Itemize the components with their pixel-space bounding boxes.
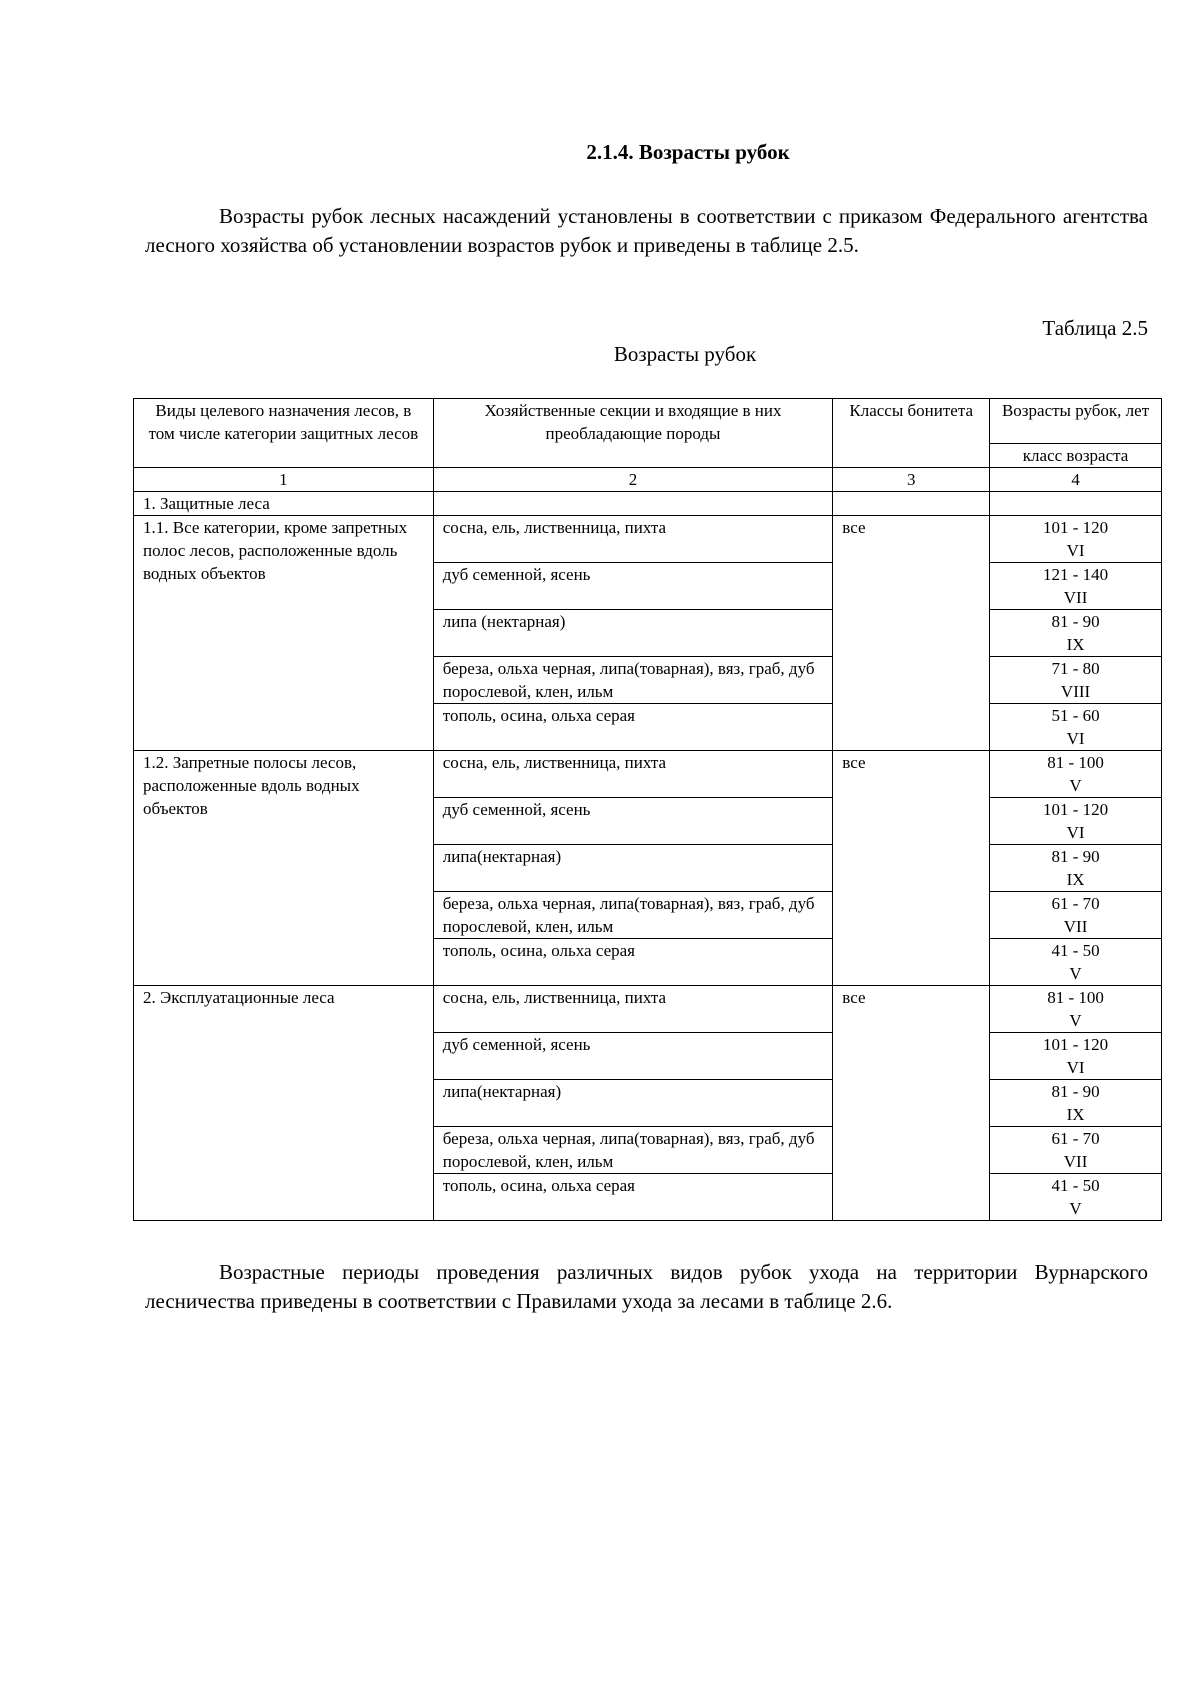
cutting-age-range: 41 - 50	[1051, 941, 1100, 960]
header-sections: Хозяйственные секции и входящие в них преобладающие породы	[433, 399, 833, 468]
header-bonitet: Классы бонитета	[833, 399, 990, 468]
age-cell	[990, 986, 1162, 1033]
age-cell	[990, 845, 1162, 892]
age-class: VI	[1066, 823, 1085, 842]
age-class: V	[1069, 776, 1082, 795]
age-class: IX	[1066, 870, 1085, 889]
species-cell: липа (нектарная)	[433, 610, 833, 657]
cutting-age-range: 101 - 120	[1042, 518, 1109, 537]
section-label: 1. Защитные леса	[134, 492, 434, 516]
cutting-age-range: 81 - 90	[1051, 612, 1100, 631]
age-cell	[990, 657, 1162, 704]
age-cell	[990, 892, 1162, 939]
age-class: VIII	[1060, 682, 1091, 701]
species-cell: тополь, осина, ольха серая	[433, 704, 833, 751]
age-class: V	[1069, 964, 1082, 983]
species-cell: дуб семенной, ясень	[433, 798, 833, 845]
age-cell	[990, 751, 1162, 798]
age-cell	[990, 939, 1162, 986]
column-number: 3	[833, 468, 990, 492]
age-cell	[990, 1127, 1162, 1174]
bonitet-cell: все	[833, 751, 990, 986]
cutting-age-range: 81 - 100	[1047, 753, 1104, 772]
species-cell: липа(нектарная)	[433, 845, 833, 892]
table-row	[134, 516, 1162, 563]
closing-paragraph: Возрастные периоды проведения различных видов рубок ухода на территории Вурнарского лесничества приведены в соответствии с Правилами ухода за лесами в таблице 2.6.	[145, 1260, 1148, 1313]
bonitet-cell: все	[833, 516, 990, 751]
cutting-age-range: 71 - 80	[1051, 659, 1100, 678]
age-class: VI	[1066, 541, 1085, 560]
table-caption: Возрасты рубок	[613, 342, 757, 366]
species-cell: береза, ольха черная, липа(товарная), вяз, граб, дуб порослевой, клен, ильм	[433, 1127, 833, 1174]
cutting-age-range: 121 - 140	[1042, 565, 1109, 584]
species-cell: тополь, осина, ольха серая	[433, 1174, 833, 1221]
group-label: 2. Эксплуатационные леса	[134, 986, 434, 1221]
age-class: VII	[1063, 1152, 1088, 1171]
age-cell	[990, 1080, 1162, 1127]
cutting-age-range: 61 - 70	[1051, 1129, 1100, 1148]
age-cell	[990, 704, 1162, 751]
empty-cell	[433, 492, 833, 516]
intro-paragraph: Возрасты рубок лесных насаждений установлены в соответствии с приказом Федерального агентства лесного хозяйства об установлении возрастов рубок и приведены в таблице 2.5.	[145, 204, 1148, 257]
cutting-age-range: 81 - 90	[1051, 1082, 1100, 1101]
group-label: 1.2. Запретные полосы лесов, расположенные вдоль водных объектов	[134, 751, 434, 986]
age-cell	[990, 563, 1162, 610]
age-class: V	[1069, 1199, 1082, 1218]
column-number: 2	[433, 468, 833, 492]
species-cell: береза, ольха черная, липа(товарная), вяз, граб, дуб порослевой, клен, ильм	[433, 892, 833, 939]
age-class: IX	[1066, 635, 1085, 654]
cutting-age-range: 41 - 50	[1051, 1176, 1100, 1195]
cutting-age-range: 61 - 70	[1051, 894, 1100, 913]
table-number: Таблица 2.5	[1042, 316, 1148, 340]
age-class: IX	[1066, 1105, 1085, 1124]
species-cell: сосна, ель, лиственница, пихта	[433, 751, 833, 798]
age-class: V	[1069, 1011, 1082, 1030]
species-cell: сосна, ель, лиственница, пихта	[433, 516, 833, 563]
cutting-age-range: 101 - 120	[1042, 1035, 1109, 1054]
header-age-class: класс возраста	[990, 444, 1162, 468]
age-cell	[990, 610, 1162, 657]
species-cell: тополь, осина, ольха серая	[433, 939, 833, 986]
age-class: VI	[1066, 1058, 1085, 1077]
cutting-age-table	[133, 398, 1162, 1221]
species-cell: дуб семенной, ясень	[433, 563, 833, 610]
age-cell	[990, 1033, 1162, 1080]
header-purpose: Виды целевого назначения лесов, в том числе категории защитных лесов	[134, 399, 434, 468]
cutting-age-range: 81 - 90	[1051, 847, 1100, 866]
table-row	[134, 986, 1162, 1033]
cutting-age-range: 101 - 120	[1042, 800, 1109, 819]
species-cell: липа(нектарная)	[433, 1080, 833, 1127]
age-class: VII	[1063, 588, 1088, 607]
empty-cell	[833, 492, 990, 516]
column-number: 4	[990, 468, 1162, 492]
column-number: 1	[134, 468, 434, 492]
species-cell: береза, ольха черная, липа(товарная), вяз, граб, дуб порослевой, клен, ильм	[433, 657, 833, 704]
cutting-age-range: 51 - 60	[1051, 706, 1100, 725]
age-cell	[990, 516, 1162, 563]
age-cell	[990, 1174, 1162, 1221]
age-class: VI	[1066, 729, 1085, 748]
header-cutting-age: Возрасты рубок, лет	[990, 399, 1162, 444]
bonitet-cell: все	[833, 986, 990, 1221]
empty-cell	[990, 492, 1162, 516]
cutting-age-range: 81 - 100	[1047, 988, 1104, 1007]
section-heading: 2.1.4. Возрасты рубок	[586, 140, 790, 164]
species-cell: сосна, ель, лиственница, пихта	[433, 986, 833, 1033]
age-class: VII	[1063, 917, 1088, 936]
age-cell	[990, 798, 1162, 845]
group-label: 1.1. Все категории, кроме запретных полос лесов, расположенные вдоль водных объектов	[134, 516, 434, 751]
table-row	[134, 751, 1162, 798]
species-cell: дуб семенной, ясень	[433, 1033, 833, 1080]
